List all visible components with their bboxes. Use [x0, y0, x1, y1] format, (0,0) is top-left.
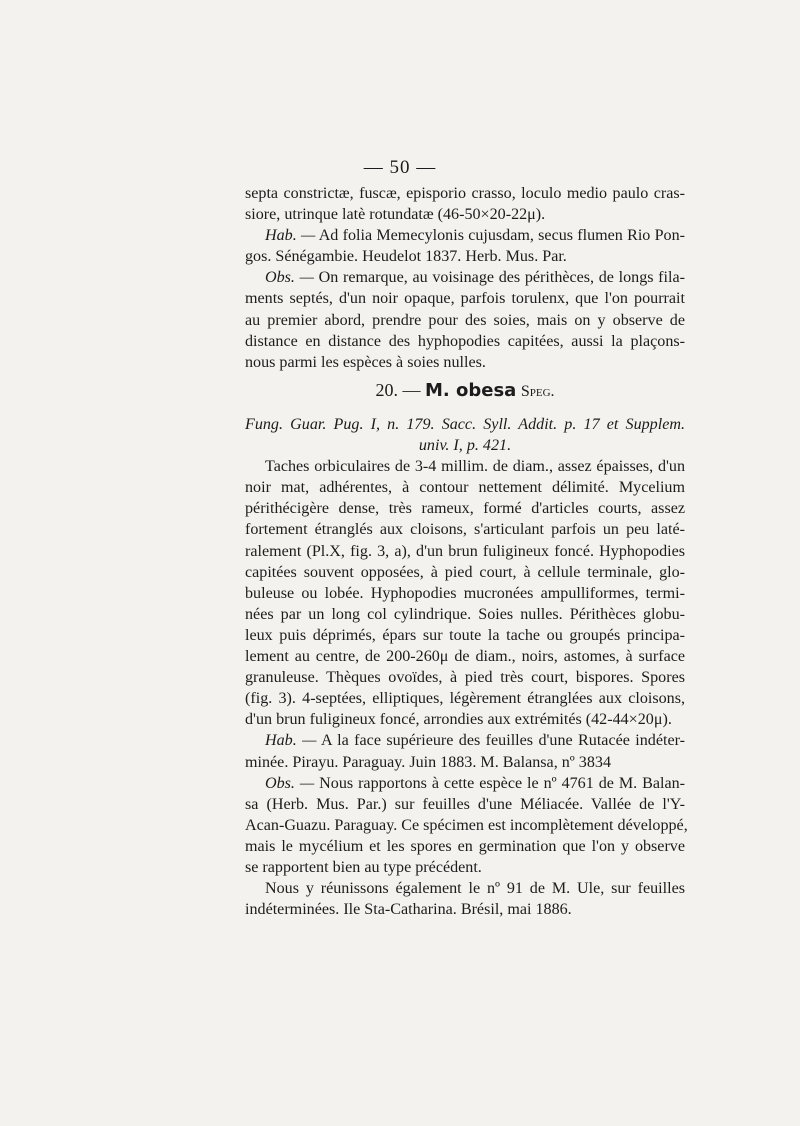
text-line: fortement étranglés aux cloisons, s'articulant parfois un peu laté- [245, 521, 685, 539]
heading-number: 20. — [375, 380, 421, 400]
reference-text: Fung. Guar. Pug. I, n. 179. Sacc. Syll. Addit. p. 17 et Supplem. [245, 416, 685, 433]
hab-paragraph [245, 225, 685, 246]
text-line: nées par un long col cylindrique. Soies nulles. Périthèces globu- [245, 605, 685, 623]
text-line: buleuse ou lobée. Hyphopodies mucronées ampulliformes, termi- [245, 584, 685, 602]
species-name: M. obesa [424, 380, 517, 401]
text-line: d'un brun fuligineux foncé, arrondies aux extrémités (42-44×20μ). [245, 711, 672, 729]
text-line: leux puis déprimés, épars sur toute la tache ou groupés principa- [245, 626, 685, 644]
text-line: périthécigère dense, très rameux, formé d'articles courts, assez [245, 500, 685, 518]
text-line: (fig. 3). 4-septées, elliptiques, légèrement étranglées aux cloisons, [245, 690, 685, 708]
text-line: mais le mycélium et les spores en germination que l'on y observe [245, 837, 685, 855]
text-line: gos. Sénégambie. Heudelot 1837. Herb. Mus. Par. [245, 248, 567, 266]
text-line: Nous y réunissons également le nº 91 de M. Ule, sur feuilles [265, 880, 685, 898]
text-line: Acan-Guazu. Paraguay. Ce spécimen est incomplètement développé, [245, 816, 688, 834]
text-line: distance en distance des hyphopodies capitées, aussi la plaçons- [245, 332, 685, 350]
text-line: capitées souvent opposées, à pied court, à cellule terminale, glo- [245, 563, 685, 581]
text-line: noir mat, adhérentes, à contour nettement délimité. Mycelium [245, 479, 685, 497]
text-line: lement au centre, de 200-260μ de diam., noirs, astomes, à surface [245, 648, 685, 666]
text-line: A la face supérieure des feuilles d'une Rutacée indéter- [321, 732, 685, 750]
hab-label: Hab. — [265, 732, 317, 750]
text-line: siore, utrinque latè rotundatæ (46-50×20-22μ). [245, 206, 546, 224]
text-line: Taches orbiculaires de 3-4 millim. de diam., assez épaisses, d'un [265, 458, 685, 476]
text-line: granuleuse. Thèques ovoïdes, à pied très court, bispores. Spores [245, 669, 685, 687]
text-line: ments septés, d'un noir opaque, parfois torulenx, que l'on pourrait [245, 290, 685, 308]
text-line: au premier abord, prendre pour des soies, mais on y observe de [245, 311, 685, 329]
text-line: nous parmi les espèces à soies nulles. [245, 353, 486, 371]
text-line: sa (Herb. Mus. Par.) sur feuilles d'une Méliacée. Vallée de l'Y- [245, 795, 685, 813]
text-line: septa constrictæ, fuscæ, episporio crasso, loculo medio paulo cras- [245, 185, 685, 202]
text-block-top [245, 183, 685, 373]
hab-label: Hab. — [265, 227, 316, 245]
reference-text: univ. I, p. 421. [418, 437, 512, 455]
species-heading [245, 380, 685, 401]
text-line: Nous rapportons à cette espèce le nº 4761 de M. Balan- [319, 774, 685, 792]
text-line: minée. Pirayu. Paraguay. Juin 1883. M. Balansa, nº 3834 [245, 753, 611, 771]
page-number: — 50 — [363, 157, 437, 178]
reference-line [245, 435, 685, 456]
text-line: Ad folia Memecylonis cujusdam, secus flumen Rio Pon- [318, 227, 686, 245]
text-line: On remarque, au voisinage des périthèces, de longs fila- [318, 269, 685, 287]
species-author: Speg. [520, 383, 555, 400]
obs-label: Obs. — [265, 774, 315, 792]
text-line: se rapportent bien au type précédent. [245, 858, 482, 876]
obs-paragraph [245, 773, 685, 794]
text-block-bottom [245, 414, 688, 920]
obs-label: Obs. — [265, 269, 314, 287]
text-line: ralement (Pl.X, fig. 3, a), d'un brun fuligineux foncé. Hyphopodies [245, 542, 685, 560]
reference-line [245, 414, 685, 435]
text-line: indéterminées. Ile Sta-Catharina. Brésil, mai 1886. [245, 901, 572, 919]
obs-paragraph [245, 267, 685, 288]
hab-paragraph [245, 730, 685, 751]
